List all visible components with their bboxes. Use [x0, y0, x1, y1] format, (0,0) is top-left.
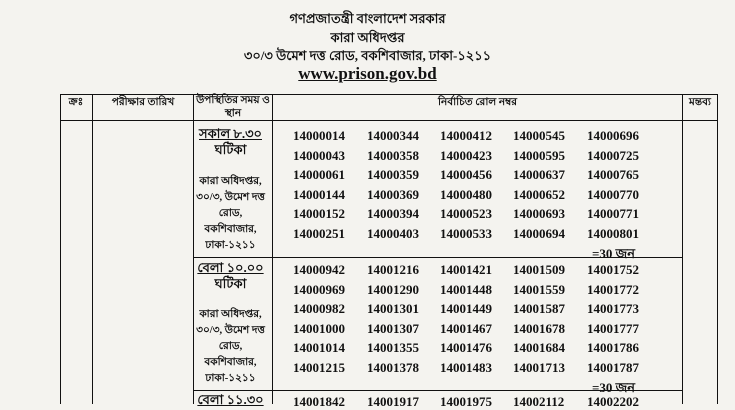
col-header-roll-numbers: নির্বাচিত রোল নম্বর — [437, 97, 518, 108]
department-address: ৩০/৩ উমেশ দত্ত রোড, বকশিবাজার, ঢাকা-১২১১ — [243, 48, 492, 63]
roll-number: 14000765 — [587, 167, 639, 182]
roll-number: 14001355 — [367, 340, 419, 355]
roll-number: 14000412 — [440, 128, 492, 143]
roll-number: 14001786 — [587, 340, 639, 355]
roll-number: 14000801 — [587, 225, 639, 241]
roll-number-table — [60, 94, 718, 409]
col-header-remarks: মন্তব্য — [689, 97, 711, 108]
roll-number: 14000423 — [440, 147, 492, 163]
roll-number: 14001448 — [440, 281, 492, 297]
session-total: =30 জন — [592, 380, 636, 395]
roll-number: 14001559 — [513, 281, 565, 297]
roll-number: 14000533 — [440, 225, 492, 241]
roll-number: 14000403 — [367, 225, 419, 241]
session-3-time-value: বেলা ১১.৩০ — [197, 392, 264, 407]
col-header-exam-date: পরীক্ষার তারিখ — [111, 97, 175, 108]
session-1-time — [193, 126, 268, 158]
roll-number: 14000725 — [587, 147, 639, 163]
roll-number: 14000694 — [513, 225, 565, 241]
roll-number: 14002202 — [587, 394, 639, 409]
roll-number: 14001421 — [440, 262, 492, 277]
website-link[interactable]: www.prison.gov.bd — [298, 64, 437, 83]
roll-number: 14001773 — [587, 301, 639, 316]
roll-number: 14000595 — [513, 147, 565, 163]
session-total: =30 জন — [592, 246, 636, 261]
roll-number: 14000693 — [513, 206, 565, 221]
roll-number: 14000358 — [367, 147, 419, 163]
roll-number: 14001587 — [513, 301, 565, 316]
roll-number: 14000061 — [293, 167, 345, 182]
session-2-time — [193, 260, 268, 292]
session-2-time-unit: ঘটিকা — [214, 276, 247, 291]
roll-number: 14000969 — [293, 281, 345, 297]
government-name: গণপ্রজাতন্ত্রী বাংলাদেশ সরকার — [289, 11, 446, 26]
roll-number: 14001713 — [513, 359, 565, 375]
roll-number: 14000942 — [293, 262, 345, 277]
roll-number: 14000652 — [513, 186, 565, 202]
roll-number: 14000152 — [293, 206, 345, 221]
header-bottom-border — [60, 120, 718, 121]
roll-number: 14001842 — [293, 394, 345, 409]
col-header-time-place: উপস্থিতির সময় ও স্থান — [196, 95, 270, 119]
roll-number: 14001772 — [587, 281, 639, 297]
session-2-time-value: বেলা ১০.০০ — [197, 260, 264, 275]
roll-number: 14000359 — [367, 167, 419, 182]
roll-number: 14001378 — [367, 359, 419, 375]
roll-number: 14000545 — [513, 128, 565, 143]
roll-number: 14001752 — [587, 262, 639, 277]
roll-number: 14000982 — [293, 301, 345, 316]
session-1-time-value: সকাল ৮.৩০ — [199, 126, 262, 141]
roll-number: 14000480 — [440, 186, 492, 202]
roll-number: 14000251 — [293, 225, 345, 241]
roll-number: 14001777 — [587, 320, 639, 336]
col-divider-1 — [92, 94, 93, 404]
department-name: কারা অধিদপ্তর — [330, 30, 405, 45]
roll-number: 14001684 — [513, 340, 565, 355]
roll-number: 14000456 — [440, 167, 492, 182]
roll-number: 14002112 — [513, 394, 565, 409]
table-right-border — [717, 94, 718, 404]
session-2-place: কারা অধিদপ্তর, ৩০/৩, উমেশ দত্ত রোড, বকশিবাজার, ঢাকা-১২১১ — [196, 309, 265, 384]
col-header-serial: ক্রঃ — [68, 97, 84, 108]
col-divider-3 — [272, 94, 273, 404]
session-1-place: কারা অধিদপ্তর, ৩০/৩, উমেশ দত্ত রোড, বকশিবাজার, ঢাকা-১২১১ — [196, 176, 265, 251]
roll-number: 14001975 — [440, 394, 492, 409]
roll-number: 14001216 — [367, 262, 419, 277]
roll-number: 14001476 — [440, 340, 492, 355]
session-1-time-unit: ঘটিকা — [214, 142, 247, 157]
roll-number: 14001014 — [293, 340, 345, 355]
roll-number: 14001787 — [587, 359, 639, 375]
roll-number: 14001000 — [293, 320, 345, 336]
col-divider-4 — [682, 94, 683, 404]
roll-number: 14001215 — [293, 359, 345, 375]
roll-number: 14000014 — [293, 128, 345, 143]
roll-number: 14000637 — [513, 167, 565, 182]
roll-number: 14001449 — [440, 301, 492, 316]
table-left-border — [60, 94, 61, 404]
roll-number: 14001917 — [367, 394, 419, 409]
roll-number: 14001290 — [367, 281, 419, 297]
roll-number: 14001678 — [513, 320, 565, 336]
roll-number: 14001307 — [367, 320, 419, 336]
roll-number: 14000144 — [293, 186, 345, 202]
roll-number: 14001467 — [440, 320, 492, 336]
roll-number: 14001509 — [513, 262, 565, 277]
roll-number: 14000369 — [367, 186, 419, 202]
roll-number: 14000771 — [587, 206, 639, 221]
roll-number: 14000394 — [367, 206, 419, 221]
roll-number: 14001483 — [440, 359, 492, 375]
roll-number: 14001301 — [367, 301, 419, 316]
roll-number: 14000523 — [440, 206, 492, 221]
roll-number: 14000696 — [587, 128, 639, 143]
roll-number: 14000043 — [293, 147, 345, 163]
session-3-time — [193, 392, 268, 408]
roll-number: 14000344 — [367, 128, 419, 143]
roll-number: 14000770 — [587, 186, 639, 202]
